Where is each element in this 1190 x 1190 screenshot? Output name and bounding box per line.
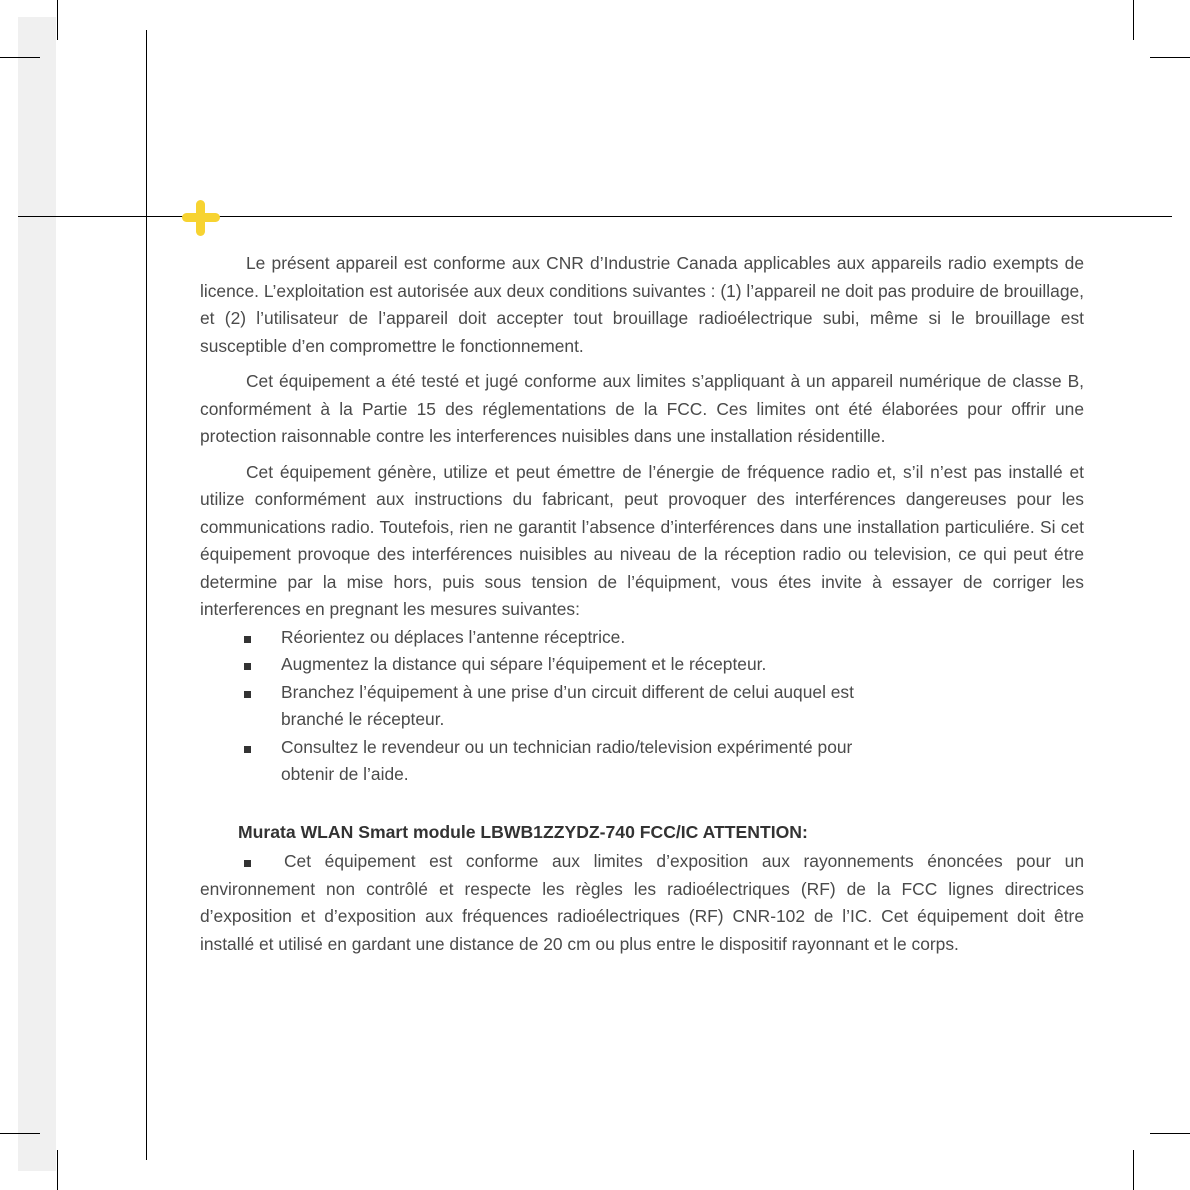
plus-icon — [182, 200, 220, 236]
list-item-text: Branchez l’équipement à une prise d’un circuit different de celui auquel est branché le récepteur. — [281, 681, 854, 729]
bullet-square-icon — [244, 860, 251, 867]
left-margin-strip — [18, 17, 56, 1171]
paragraph-interference: Cet équipement génère, utilize et peut émettre de l’énergie de fréquence radio et, s’il n’est pas installé et utilize conformément aux instructions du fabricant, peut provoquer des interférences dangereuses pour les communications radio. Toutefois, rien ne garantit l’absence d’interférences dans une installation particuliére. Si cet équipement provoque des interférences nuisibles au niveau de la réception radio ou television, ce qui peut étre determine par la mise hors, puis sous tension de l’équipment, vous étes invite à essayer de corriger les interferences en pregnant les mesures suivantes: — [200, 461, 1084, 619]
bullet-square-icon — [244, 746, 251, 753]
list-item-text: Réorientez ou déplaces l’antenne réceptrice. — [281, 626, 626, 647]
measures-list — [200, 624, 1084, 789]
crop-mark — [0, 57, 40, 58]
bullet-square-icon — [244, 691, 251, 698]
crop-mark — [1150, 1133, 1190, 1134]
crop-mark — [57, 1150, 58, 1190]
paragraph-class-b: Cet équipement a été testé et jugé conforme aux limites s’appliquant à un appareil numérique de classe B, conformément à la Partie 15 des réglementations de la FCC. Ces limites ont été élaborées pour offrir une protection raisonnable contre les interferences nuisibles dans une installation résidentille. — [200, 371, 1084, 446]
crop-mark — [1133, 1150, 1134, 1190]
list-item — [200, 734, 901, 789]
list-item-text: Augmentez la distance qui sépare l’équipement et le récepteur. — [281, 654, 767, 674]
list-item — [200, 679, 901, 734]
list-item — [200, 651, 1084, 679]
vertical-guide-line — [146, 30, 147, 1160]
list-item — [200, 624, 1084, 652]
crop-mark — [1150, 57, 1190, 58]
section-heading: Murata WLAN Smart module LBWB1ZZYDZ-740 FCC/IC ATTENTION: — [238, 821, 808, 842]
crop-mark — [57, 0, 58, 40]
paragraph-licence: Le présent appareil est conforme aux CNR d’Industrie Canada applicables aux appareils radio exempts de licence. L’exploitation est autorisée aux deux conditions suivantes : (1) l’appareil ne doit pas produire de brouillage, et (2) l’utilisateur de l’appareil doit accepter tout brouillage radioélectrique subi, même si le brouillage est susceptible d’en compromettre le fonctionnement. — [200, 253, 1084, 356]
paragraph-exposure-text: Cet équipement est conforme aux limites d’exposition aux rayonnements énoncées pour un environnement non contrôlé et respecte les règles les radioélectriques (RF) de la FCC lignes directrices d’exposition et d’exposition aux fréquences radioélectriques (RF) CNR-102 de l’IC. Cet équipement doit être installé et utilisé en gardant une distance de 20 cm ou plus entre le dispositif rayonnant et le corps. — [200, 851, 1084, 954]
crop-mark — [1133, 0, 1134, 40]
bullet-square-icon — [244, 636, 251, 643]
bullet-square-icon — [244, 663, 251, 670]
list-item-text: Consultez le revendeur ou un technician radio/television expérimenté pour obtenir de l’aide. — [281, 736, 853, 784]
crop-mark — [0, 1133, 40, 1134]
document-body — [200, 250, 1084, 958]
paragraph-exposure — [200, 848, 1084, 958]
